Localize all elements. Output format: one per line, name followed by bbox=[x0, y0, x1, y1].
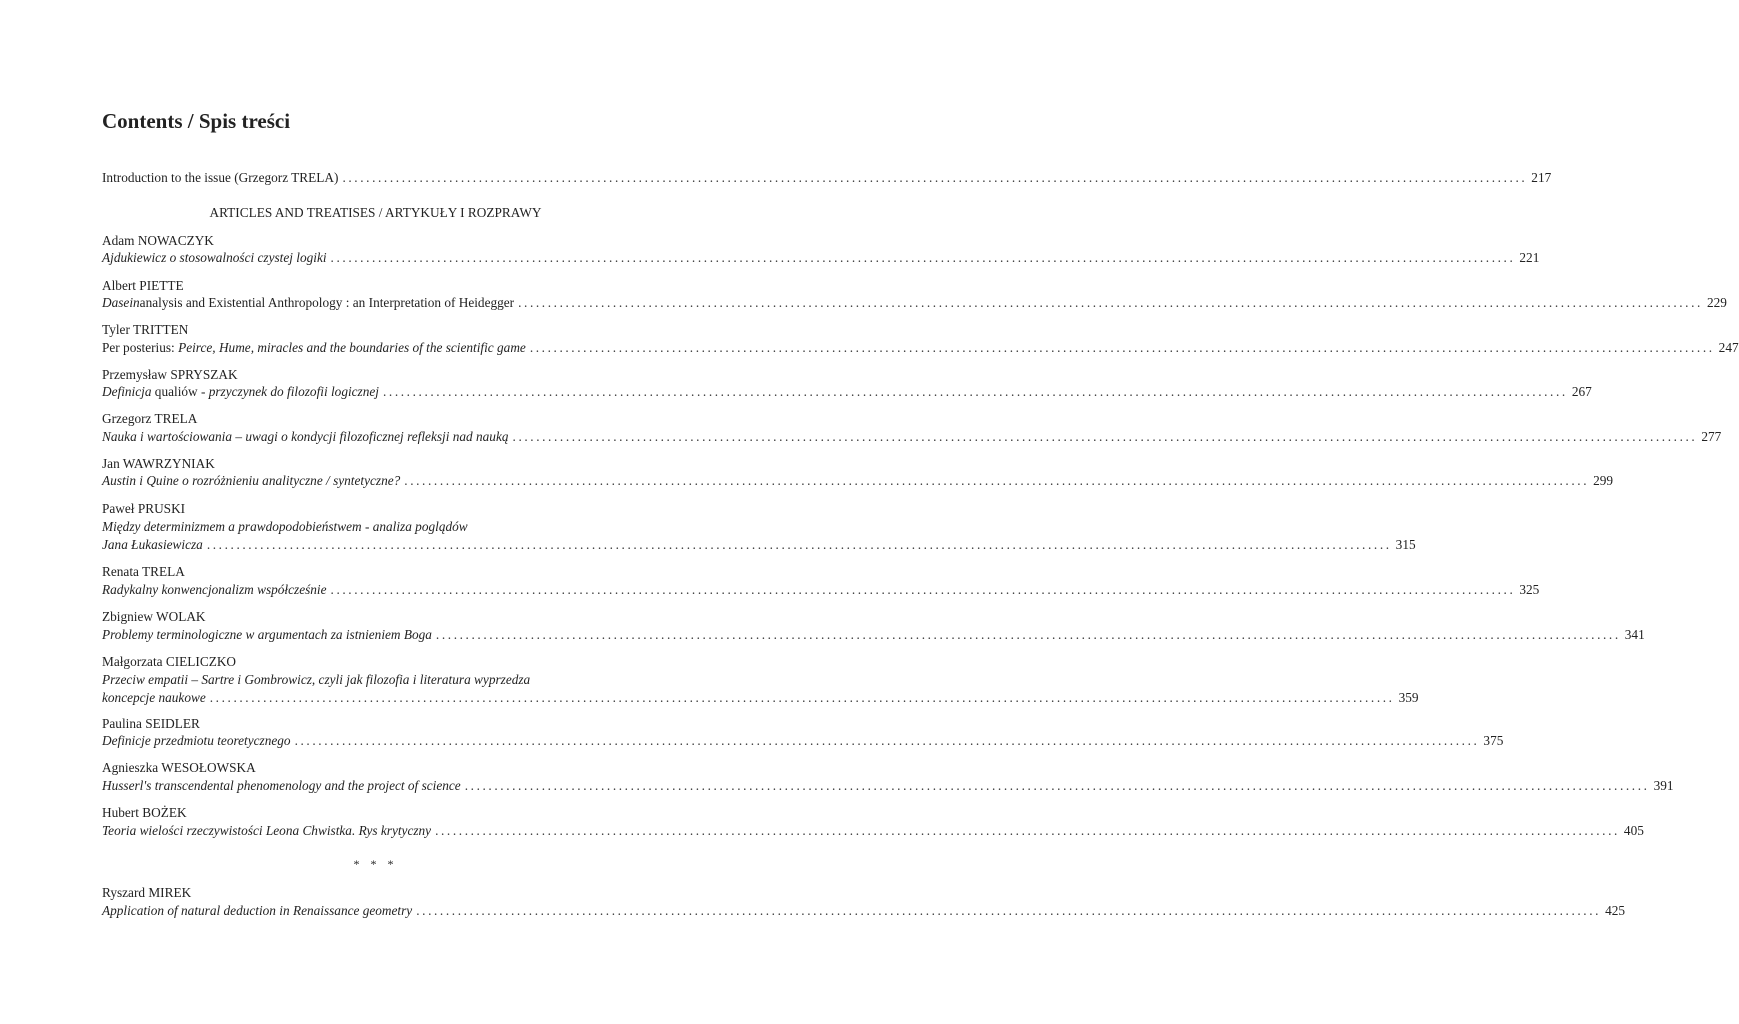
dot-leader: ........................................................................................................................................................................................................ bbox=[330, 250, 1516, 265]
entry-title: Problemy terminologiczne w argumentach za istnieniem Boga bbox=[102, 627, 432, 642]
entry-author: Małgorzata CIELICZKO bbox=[102, 654, 237, 669]
toc-entry[interactable] bbox=[102, 471, 1614, 491]
page-number: 217 bbox=[1531, 170, 1552, 185]
dot-leader: ........................................................................................................................................................................................................ bbox=[435, 627, 1621, 642]
page-title: Contents / Spis treści bbox=[102, 109, 291, 133]
entry-author: Albert PIETTE bbox=[102, 278, 184, 293]
entry-author: Ryszard MIREK bbox=[102, 885, 192, 900]
toc-entry[interactable] bbox=[102, 625, 1645, 645]
entry-title: qualiów - bbox=[151, 384, 209, 399]
dot-leader: ........................................................................................................................................................................................................ bbox=[529, 340, 1715, 355]
entry-author: Adam NOWACZYK bbox=[102, 233, 214, 248]
entry-title: Nauka i wartościowania – uwagi o kondycji filozoficznej refleksji nad nauką bbox=[102, 429, 509, 444]
page-number: 229 bbox=[1706, 295, 1727, 310]
page-number: 341 bbox=[1624, 627, 1645, 642]
entry-title: Teoria wielości rzeczywistości Leona Chwistka. Rys krytyczny bbox=[102, 823, 432, 838]
dot-leader: ........................................................................................................................................................................................................ bbox=[512, 429, 1698, 444]
toc-entry[interactable] bbox=[102, 731, 1504, 751]
page-number: 375 bbox=[1483, 733, 1504, 748]
entry-title: Application of natural deduction in Renaissance geometry bbox=[102, 903, 413, 918]
dot-leader: ........................................................................................................................................................................................................ bbox=[416, 903, 1602, 918]
entry-author: Jan WAWRZYNIAK bbox=[102, 456, 215, 471]
page-number: 325 bbox=[1519, 582, 1540, 597]
entry-author: Paulina SEIDLER bbox=[102, 716, 200, 731]
section-separator: * * * bbox=[353, 857, 398, 871]
page-number: 299 bbox=[1593, 473, 1614, 488]
entry-title: Husserl's transcendental phenomenology and the project of science bbox=[102, 778, 461, 793]
entry-title-line: Między determinizmem a prawdopodobieństwem - analiza poglądów bbox=[102, 519, 468, 534]
page-number: 425 bbox=[1605, 903, 1626, 918]
dot-leader: ........................................................................................................................................................................................................ bbox=[206, 537, 1392, 552]
entry-author: Hubert BOŻEK bbox=[102, 805, 187, 820]
dot-leader: ........................................................................................................................................................................................................ bbox=[404, 473, 1590, 488]
entry-title: Introduction to the issue (Grzegorz TRELA) bbox=[102, 170, 339, 185]
entry-title-italic: Definicja bbox=[102, 384, 152, 399]
entry-author: Tyler TRITTEN bbox=[102, 322, 189, 337]
entry-author: Agnieszka WESOŁOWSKA bbox=[102, 760, 256, 775]
entry-title: analysis and Existential Anthropology : an Interpretation of Heidegger bbox=[139, 295, 515, 310]
toc-entry[interactable] bbox=[102, 688, 1419, 708]
page-number: 405 bbox=[1623, 823, 1644, 838]
entry-title: koncepcje naukowe bbox=[102, 690, 206, 705]
toc-entry[interactable] bbox=[102, 901, 1626, 921]
dot-leader: ........................................................................................................................................................................................................ bbox=[518, 295, 1703, 310]
dot-leader: ........................................................................................................................................................................................................ bbox=[342, 170, 1528, 185]
entry-title: Ajdukiewicz o stosowalności czystej logiki bbox=[102, 250, 327, 265]
toc-entry[interactable] bbox=[102, 821, 1644, 841]
toc-entry[interactable] bbox=[102, 580, 1540, 600]
entry-title-prefix: Per posterius: bbox=[102, 340, 179, 355]
dot-leader: ........................................................................................................................................................................................................ bbox=[294, 733, 1480, 748]
page-number: 315 bbox=[1395, 537, 1416, 552]
entry-author: Renata TRELA bbox=[102, 564, 185, 579]
entry-title: Radykalny konwencjonalizm współcześnie bbox=[102, 582, 327, 597]
dot-leader: ........................................................................................................................................................................................................ bbox=[330, 582, 1516, 597]
dot-leader: ........................................................................................................................................................................................................ bbox=[209, 690, 1395, 705]
toc-entry[interactable] bbox=[102, 382, 1592, 402]
entry-author: Zbigniew WOLAK bbox=[102, 609, 206, 624]
dot-leader: ........................................................................................................................................................................................................ bbox=[435, 823, 1620, 838]
entry-title-italic: Peirce, Hume, miracles and the boundaries of the scientific game bbox=[178, 340, 526, 355]
page-number: 359 bbox=[1398, 690, 1419, 705]
toc-entry[interactable] bbox=[102, 248, 1540, 268]
entry-title-italic: przyczynek do filozofii logicznej bbox=[208, 384, 379, 399]
toc-entry-introduction[interactable] bbox=[102, 168, 1552, 188]
section-heading: ARTICLES AND TREATISES / ARTYKUŁY I ROZPRAWY bbox=[209, 205, 542, 220]
entry-title: Definicje przedmiotu teoretycznego bbox=[102, 733, 291, 748]
dot-leader: ........................................................................................................................................................................................................ bbox=[464, 778, 1650, 793]
entry-title: Austin i Quine o rozróżnieniu analityczne / syntetyczne? bbox=[102, 473, 401, 488]
toc-entry[interactable] bbox=[102, 427, 1722, 447]
page-number: 221 bbox=[1519, 250, 1540, 265]
toc-entry[interactable] bbox=[102, 293, 1727, 313]
dot-leader: ........................................................................................................................................................................................................ bbox=[382, 384, 1568, 399]
toc-entry[interactable] bbox=[102, 338, 1739, 358]
entry-author: Grzegorz TRELA bbox=[102, 411, 198, 426]
page-number: 277 bbox=[1701, 429, 1722, 444]
entry-title: Jana Łukasiewicza bbox=[102, 537, 203, 552]
entry-author: Paweł PRUSKI bbox=[102, 501, 186, 516]
entry-title-italic: Dasein bbox=[102, 295, 140, 310]
page-number: 267 bbox=[1571, 384, 1592, 399]
page-number: 391 bbox=[1653, 778, 1674, 793]
page-number: 247 bbox=[1718, 340, 1739, 355]
entry-title-line: Przeciw empatii – Sartre i Gombrowicz, czyli jak filozofia i literatura wyprzedza bbox=[102, 672, 531, 687]
toc-entry[interactable] bbox=[102, 776, 1674, 796]
toc-entry[interactable] bbox=[102, 535, 1416, 555]
entry-author: Przemysław SPRYSZAK bbox=[102, 367, 238, 382]
